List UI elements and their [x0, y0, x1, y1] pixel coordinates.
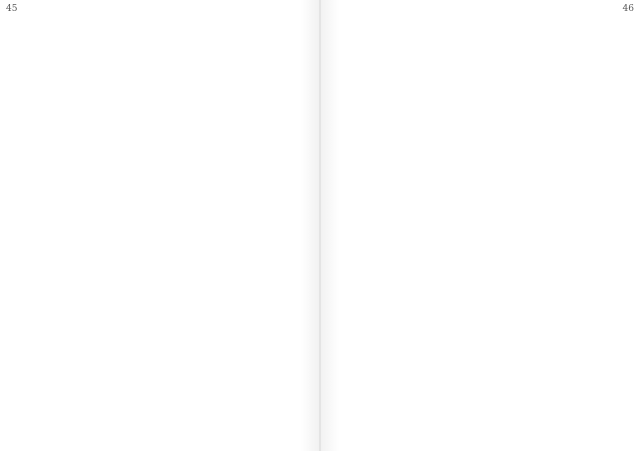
right-page-text	[342, 26, 618, 425]
left-page-text	[22, 26, 298, 425]
page-number-left: 45	[6, 4, 18, 14]
page-gutter	[319, 0, 321, 451]
page-number-right: 46	[622, 4, 634, 14]
right-page	[320, 0, 640, 451]
